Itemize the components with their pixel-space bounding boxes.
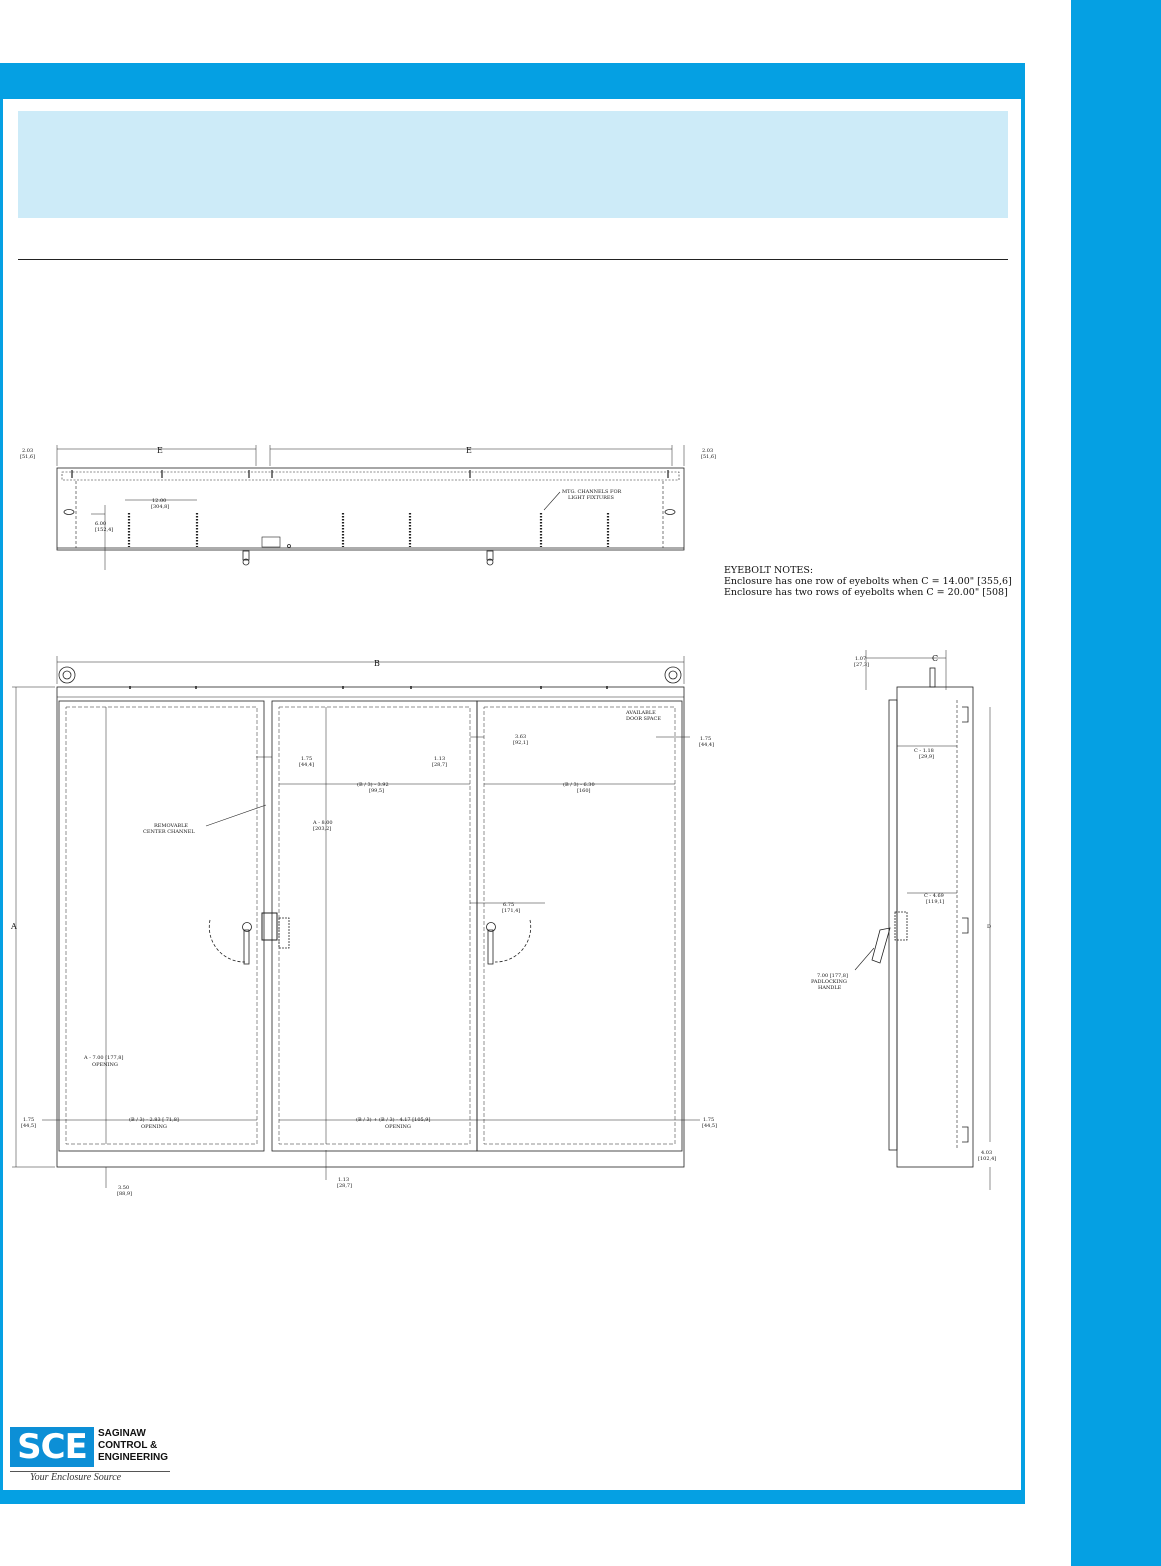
removable-center-channel-2: CENTER CHANNEL <box>143 829 195 835</box>
dim-a-minus-8: A - 8.00 <box>313 820 333 826</box>
door-left <box>59 701 264 1151</box>
dim-mid-width-mm: [99,5] <box>369 788 385 794</box>
dim-403: 4.03 <box>981 1150 993 1156</box>
dim-mid-opening: (B / 3) + (B / 3) - 4.17 [105,9] <box>356 1117 431 1123</box>
door-right <box>477 701 682 1151</box>
sce-logo <box>10 1427 170 1485</box>
dim-opening-height: A - 7.00 [177,8] <box>84 1055 124 1061</box>
dim-right-edge-mm: [51,6] <box>701 454 717 460</box>
handle-label-2: PADLOCKING <box>811 979 847 985</box>
logo-name-line1: SAGINAW <box>98 1428 146 1439</box>
dim-113-top-mm: [28,7] <box>432 762 448 768</box>
dim-left-opening: (B / 3) - 2.83 [ 71,8] <box>129 1117 179 1123</box>
dim-175-b-mm: [44,4] <box>699 742 715 748</box>
dim-right-bottom-mm: [44,5] <box>702 1123 718 1129</box>
dim-d: D <box>987 924 992 930</box>
door-middle <box>272 701 477 1151</box>
side-view-body <box>897 687 973 1167</box>
logo-company-name <box>98 1428 168 1464</box>
dim-c-minus-118: C - 1.18 <box>914 748 934 754</box>
removable-center-channel-1: REMOVABLE <box>154 823 189 829</box>
dim-c-minus-469: C - 4.69 <box>924 893 944 899</box>
dim-113-bottom: 1.13 <box>338 1177 350 1183</box>
dim-175-b: 1.75 <box>700 736 712 742</box>
dim-width-b: B <box>374 659 380 668</box>
logo-tagline: Your Enclosure Source <box>30 1472 122 1483</box>
dim-spacing: 12.00 <box>152 498 167 504</box>
dim-113-bottom-mm: [28,7] <box>337 1183 353 1189</box>
dim-175-a: 1.75 <box>301 756 313 762</box>
dim-spacing-mm: [304,8] <box>151 504 170 510</box>
dim-113-top: 1.13 <box>434 756 446 762</box>
dim-c: C <box>932 654 939 663</box>
dim-depth-mm: [152,4] <box>95 527 114 533</box>
dim-e-right: E <box>466 446 472 455</box>
handle-label-1: 7.00 [177,8] <box>817 973 848 979</box>
callout-channels-1: MTG. CHANNELS FOR <box>562 489 622 495</box>
side-view <box>855 650 993 1190</box>
dim-c-minus-469-mm: [119,1] <box>926 899 945 905</box>
dim-right-bottom: 1.75 <box>703 1117 715 1123</box>
dim-height-a: A <box>11 922 17 931</box>
dim-363-mm: [92,1] <box>513 740 529 746</box>
eyebolt-notes-line1: Enclosure has one row of eyebolts when C = 14.00" [355,6] <box>724 576 1012 587</box>
dim-675: 6.75 <box>503 902 515 908</box>
mounting-channels <box>129 513 608 547</box>
dim-350: 3.50 <box>118 1185 130 1191</box>
front-view <box>12 656 700 1188</box>
opening-label-3: OPENING <box>385 1124 411 1130</box>
handle-label-3: HANDLE <box>818 985 842 991</box>
dim-right-width: (B / 3) - 6.30 <box>563 782 595 788</box>
eyebolt-left <box>59 667 75 683</box>
callout-channels-2: LIGHT FIXTURES <box>568 495 614 501</box>
eyebolt-notes-heading: EYEBOLT NOTES: <box>724 565 814 576</box>
eyebolt-notes-line2: Enclosure has two rows of eyebolts when C = 20.00" [508] <box>724 587 1008 598</box>
dim-right-edge: 2.03 <box>702 448 714 454</box>
dim-a-minus-8-mm: [203,2] <box>313 826 332 832</box>
logo-mark: SCE <box>10 1427 94 1467</box>
dim-left-edge-mm: [51,6] <box>20 454 36 460</box>
dim-left-bottom-mm: [44,5] <box>21 1123 37 1129</box>
dim-left-bottom: 1.75 <box>23 1117 35 1123</box>
dim-350-mm: [88,9] <box>117 1191 133 1197</box>
logo-name-line2: CONTROL & <box>98 1440 158 1451</box>
dim-363: 3.63 <box>515 734 527 740</box>
front-view-body <box>57 687 684 1167</box>
dim-403-mm: [102,4] <box>978 1156 997 1162</box>
dim-depth: 6.00 <box>95 521 107 527</box>
opening-label-1: OPENING <box>92 1062 118 1068</box>
dim-107: 1.07 <box>855 656 867 662</box>
eyebolt-notes <box>724 565 1012 598</box>
eyebolt-right <box>665 667 681 683</box>
available-door-space-2: DOOR SPACE <box>626 716 661 722</box>
dim-175-a-mm: [44,4] <box>299 762 315 768</box>
dim-right-width-mm: [160] <box>577 788 591 794</box>
dim-107-mm: [27,3] <box>854 662 870 668</box>
opening-label-2: OPENING <box>141 1124 167 1130</box>
dim-left-edge: 2.03 <box>22 448 34 454</box>
available-door-space-1: AVAILABLE <box>626 710 656 716</box>
dim-c-minus-118-mm: [29,9] <box>919 754 935 760</box>
dim-mid-width: (B / 3) - 3.92 <box>357 782 389 788</box>
dim-e-left: E <box>157 446 163 455</box>
logo-name-line3: ENGINEERING <box>98 1452 169 1463</box>
dim-675-mm: [171,4] <box>502 908 521 914</box>
